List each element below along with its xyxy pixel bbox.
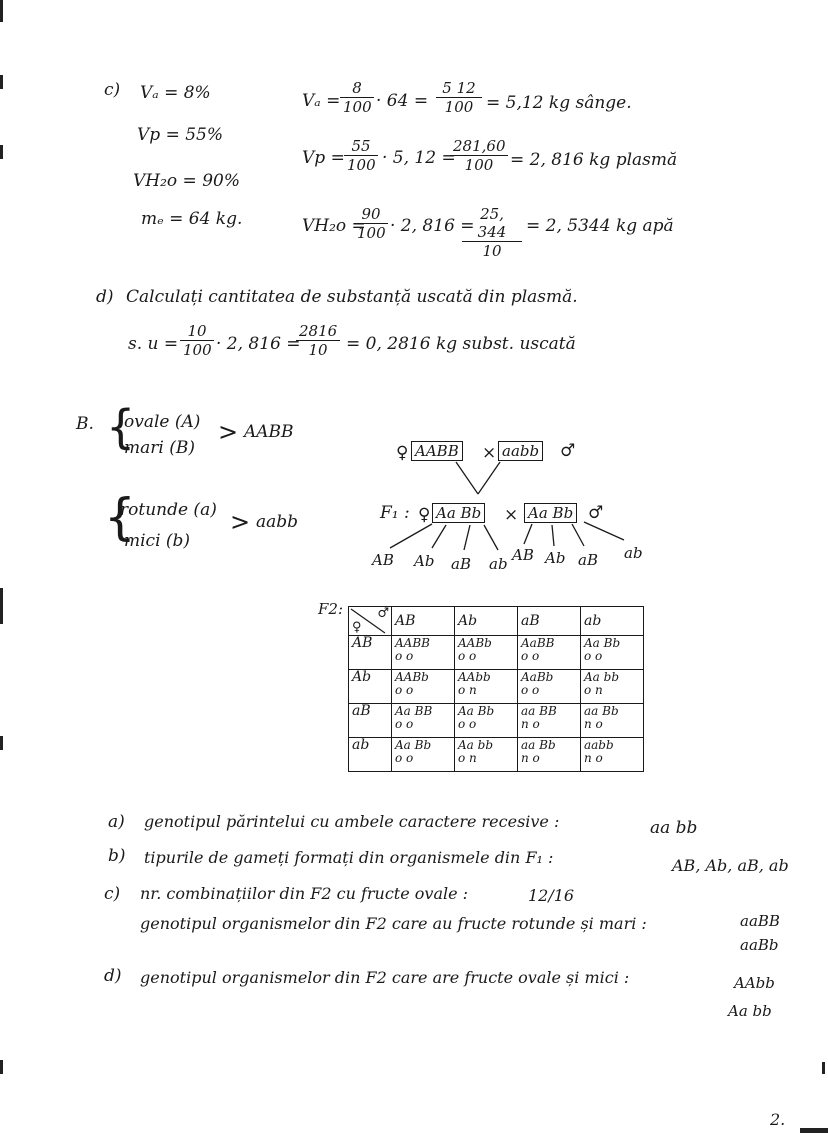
dominant-trait-2: mari (B) [124,438,195,458]
page-number: 2. [770,1110,786,1129]
male-symbol: ♂ [560,441,576,461]
male-parent-genotype: aabb [498,441,543,461]
cell-genotype: aabb [584,738,614,752]
cell-phenotype: o o [521,683,540,697]
punnett-cell [455,670,518,704]
sd-eq-numerator: 10 [180,322,214,341]
cell-phenotype: n o [584,751,603,765]
punnett-row-header: ab [349,738,392,772]
answer-c2-value: aaBB [740,912,780,930]
punnett-col-header: AB [392,607,455,636]
section-c-label: c) [104,80,121,100]
eq3-denominator2: 10 [482,242,502,260]
answer-a-label: a) [108,812,125,832]
gamete-right-2: Ab [545,549,566,567]
cell-genotype: Aa Bb [458,704,495,718]
section-d-label: d) [96,287,114,307]
gamete-left-2: Ab [414,552,435,570]
given-me: mₑ = 64 kg. [141,209,243,229]
recessive-genotype: aabb [256,512,299,532]
eq2-rhs: = 2, 816 kg plasmă [510,150,678,170]
recessive-trait-1: rotunde (a) [120,500,217,520]
eq1-denominator2: 100 [444,98,474,116]
f1-label: F₁ : [380,503,410,523]
cell-phenotype: o o [521,649,540,663]
cell-genotype: Aa BB [395,704,433,718]
eq2-lhs: Vp = [302,148,345,168]
sd-eq-denominator2: 10 [308,341,328,359]
answer-d-label: d) [104,966,122,986]
cell-phenotype: n o [584,717,603,731]
gamete-left-3: aB [451,555,471,573]
cell-genotype: aa Bb [521,738,556,752]
cell-phenotype: o o [458,717,477,731]
cross-symbol: × [482,443,497,463]
corner-female-symbol: ♀ [352,620,362,635]
answer-c2-text: genotipul organismelor din F2 care au fructe rotunde și mari : [140,914,647,933]
dominant-arrow: > [218,418,239,446]
cell-genotype: aa BB [521,704,557,718]
gamete-right-4: ab [624,544,643,562]
cell-phenotype: o n [458,683,477,697]
cell-phenotype: o o [395,649,414,663]
cell-phenotype: o n [458,751,477,765]
cell-genotype: AaBb [521,670,554,684]
punnett-cell [581,738,644,772]
punnett-cell [581,636,644,670]
recessive-arrow: > [230,508,251,536]
punnett-cell [392,704,455,738]
f1-cross-symbol: × [504,505,519,525]
f1-female-genotype: Aa Bb [432,503,485,523]
answer-c-label: c) [104,884,121,904]
eq1-denominator: 100 [343,98,372,116]
cell-genotype: Aa bb [458,738,493,752]
answer-a-value: aa bb [650,818,698,838]
punnett-cell [518,738,581,772]
cell-genotype: AAbb [458,670,491,684]
punnett-cell [392,738,455,772]
eq1-lhs: Vₐ = [302,91,341,111]
cell-genotype: Aa Bb [395,738,432,752]
sd-eq-rhs: = 0, 2816 kg subst. uscată [346,334,576,354]
eq1-numerator2: 5 12 [436,79,482,98]
punnett-corner [349,607,392,636]
punnett-cell [518,704,581,738]
given-vh2o: VH₂o = 90% [133,171,240,191]
punnett-row-header: Ab [349,670,392,704]
dominant-brace: { [106,400,136,454]
gamete-right-1: AB [512,546,534,564]
recessive-brace: { [104,488,136,546]
answer-c2-value2: aaBb [740,936,779,954]
section-b-label: B. [76,414,94,434]
cell-genotype: AABb [458,636,492,650]
eq3-numerator: 90 [354,205,388,224]
cell-phenotype: o o [395,717,414,731]
eq3-numerator2: 25, 344 [462,205,522,242]
sd-eq-denominator: 100 [183,341,212,359]
answer-c-value: 12/16 [528,886,575,905]
punnett-cell [455,636,518,670]
dominant-trait-1: ovale (A) [124,412,201,432]
eq2-denominator2: 100 [464,156,494,174]
eq2-numerator2: 281,60 [450,137,508,156]
female-parent-genotype: AABB [411,441,463,461]
answer-b-text: tipurile de gameți formați din organismele din F₁ : [144,848,554,867]
punnett-row-header: AB [349,636,392,670]
f1-female-symbol: ♀ [418,505,431,525]
recessive-trait-2: mici (b) [124,531,191,551]
cell-genotype: AaBB [521,636,555,650]
answer-c-text: nr. combinațiilor din F2 cu fructe ovale : [140,884,469,903]
eq2-numerator: 55 [344,137,378,156]
answer-b-label: b) [108,846,126,866]
cell-genotype: Aa bb [584,670,619,684]
punnett-cell [581,704,644,738]
sd-eq-lhs: s. u = [128,334,179,354]
gamete-left-1: AB [372,551,394,569]
cell-phenotype: o o [584,649,603,663]
punnett-row [349,704,644,738]
punnett-cell [392,670,455,704]
sd-eq-mid: · 2, 816 = [216,334,301,354]
punnett-row [349,738,644,772]
eq3-lhs: VH₂o = [302,216,366,236]
corner-male-symbol: ♂ [377,606,389,621]
eq3-rhs: = 2, 5344 kg apă [526,216,674,236]
eq2-denominator: 100 [347,156,376,174]
punnett-col-header: aB [518,607,581,636]
cell-phenotype: n o [521,751,540,765]
eq2-mid: · 5, 12 = [382,148,456,168]
dominant-genotype: AABB [244,422,294,442]
punnett-cell [518,636,581,670]
cell-phenotype: o o [458,649,477,663]
f1-male-genotype: Aa Bb [524,503,577,523]
answer-d-text: genotipul organismelor din F2 care are fructe ovale și mici : [140,968,630,987]
answer-b-value: AB, Ab, aB, ab [672,856,789,875]
punnett-cell [581,670,644,704]
cell-genotype: AABB [395,636,430,650]
punnett-cell [455,704,518,738]
cell-phenotype: o o [395,683,414,697]
cell-genotype: aa Bb [584,704,619,718]
punnett-square [348,606,644,772]
answer-d-value: AAbb [734,974,775,992]
punnett-cell [518,670,581,704]
punnett-row [349,636,644,670]
eq3-mid: · 2, 816 = [390,216,475,236]
punnett-cell [392,636,455,670]
cell-genotype: Aa Bb [584,636,621,650]
cell-phenotype: o n [584,683,603,697]
punnett-cell [455,738,518,772]
female-symbol: ♀ [396,443,409,463]
gamete-right-3: aB [578,551,598,569]
cell-phenotype: n o [521,717,540,731]
section-d-question: Calculați cantitatea de substanță uscată din plasmă. [126,287,578,307]
answer-d-value2: Aa bb [728,1002,772,1020]
f1-male-symbol: ♂ [588,503,604,523]
cell-phenotype: o o [395,751,414,765]
given-vp: Vp = 55% [137,125,223,145]
answer-a-text: genotipul părintelui cu ambele caractere recesive : [144,812,560,831]
punnett-label: F2: [318,600,344,618]
sd-eq-numerator2: 2816 [296,322,340,341]
punnett-col-header: ab [581,607,644,636]
eq1-mid: · 64 = [376,91,429,111]
punnett-row [349,670,644,704]
cell-genotype: AABb [395,670,429,684]
gamete-left-4: ab [489,555,508,573]
punnett-row-header: aB [349,704,392,738]
eq1-numerator: 8 [340,79,374,98]
given-vs: Vₐ = 8% [140,83,211,103]
eq3-denominator: 100 [357,224,386,242]
eq1-rhs: = 5,12 kg sânge. [486,93,632,113]
punnett-col-header: Ab [455,607,518,636]
